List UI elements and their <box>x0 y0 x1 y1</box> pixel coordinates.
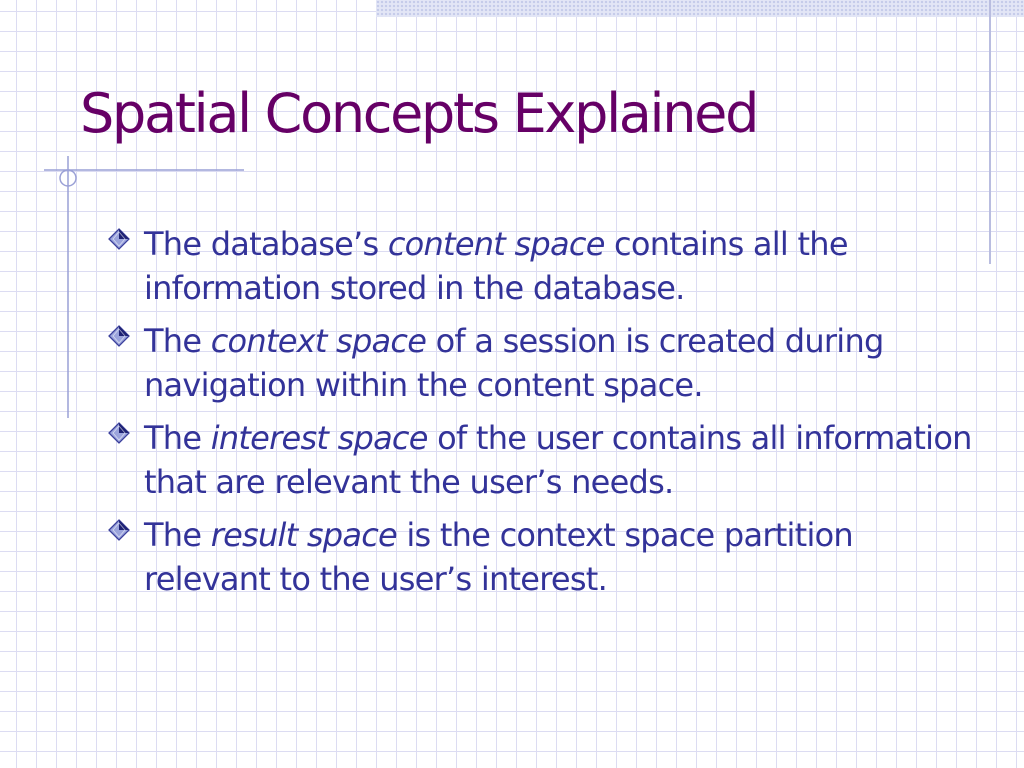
bullet-text-prefix: The <box>144 516 211 554</box>
slide-title: Spatial Concepts Explained <box>80 82 758 145</box>
right-decorative-line <box>989 0 991 264</box>
bullet-list <box>106 222 986 610</box>
bullet-term: context space <box>210 322 427 360</box>
bullet-term: interest space <box>210 419 428 457</box>
bullet-term: content space <box>387 225 605 263</box>
bullet-text-prefix: The database’s <box>144 225 388 263</box>
diamond-bullet-icon <box>108 519 130 541</box>
bullet-term: result space <box>210 516 397 554</box>
bullet-item <box>106 319 986 407</box>
bullet-text-suffix: of the user contains all information that are relevant the user’s needs. <box>144 419 972 501</box>
diamond-bullet-icon <box>108 228 130 250</box>
diamond-bullet-icon <box>108 325 130 347</box>
bullet-item <box>106 222 986 310</box>
bullet-text-suffix: is the context space partition relevant to the user’s interest. <box>144 516 853 598</box>
bullet-text-suffix: contains all the information stored in the database. <box>144 225 848 307</box>
bullet-text-prefix: The <box>144 322 211 360</box>
bullet-text-prefix: The <box>144 419 211 457</box>
top-decorative-band <box>376 0 1024 17</box>
bullet-item <box>106 513 986 601</box>
bullet-text-suffix: of a session is created during navigation within the content space. <box>144 322 884 404</box>
bullet-item <box>106 416 986 504</box>
diamond-bullet-icon <box>108 422 130 444</box>
